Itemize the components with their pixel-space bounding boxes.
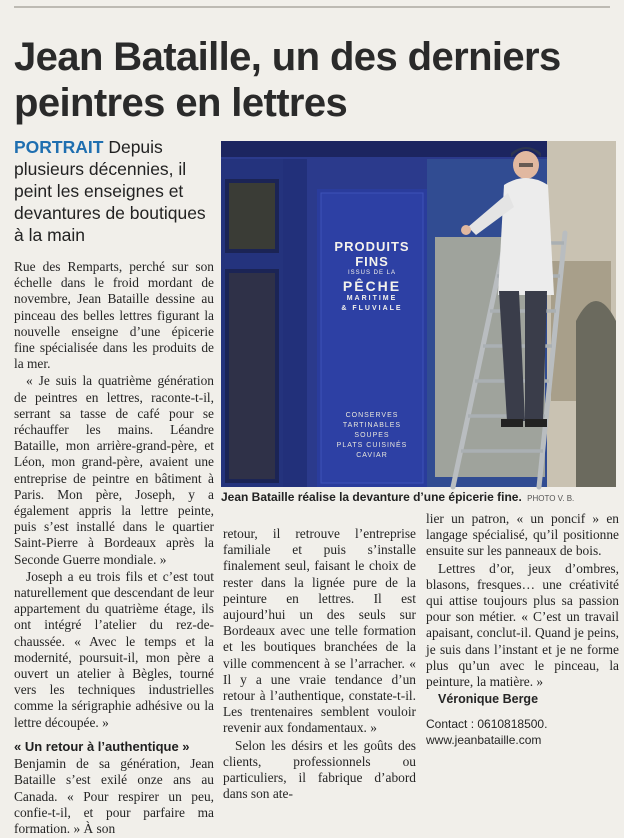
paragraph: retour, il retrouve l’entreprise familiale et puis s’installe finalement seul, faisant le choix de rester dans la lignée pure de la peinture en lettres. Il est aujourd’hui un des seuls sur Bordeaux avec une telle formation et les boutiques branchées de la ville commencent à se l’arracher. « Il y a une vraie tendance d’un retour à l’authentique, constate-t-il. Les trentenaires semblent vouloir revenir aux fondamentaux. » bbox=[223, 526, 416, 736]
article-photo bbox=[221, 141, 616, 487]
text-column-3 bbox=[426, 511, 619, 748]
headline: Jean Bataille, un des derniers peintres en lettres bbox=[14, 35, 561, 125]
sign-line: ISSUS DE LA bbox=[347, 270, 396, 276]
contact-website: www.jeanbataille.com bbox=[426, 733, 542, 748]
sign-product: PLATS CUISINÉS bbox=[336, 442, 408, 449]
subheading: « Un retour à l’authentique » bbox=[14, 738, 190, 754]
top-rule bbox=[14, 6, 610, 8]
paragraph: Joseph a eu trois fils et c’est tout naturellement que descendant de leur appartement du quatrième étage, ils ont intégré l’atelier du rez-de-chaussée. « Avec le temps et la modernité, poursuit-il, mon père a ouvert un atelier à Bègles, tourné vers les techniques industrielles comme la sérigraphie adhésive ou la lettre découpée. » bbox=[14, 568, 214, 730]
paragraph: Lettres d’or, jeux d’ombres, blasons, fresques… une créativité qui attise toujours plus sa passion pour son métier. « C’est un travail apaisant, conclut-il. Quand je peins, je suis dans l’instant et je ne forme plus qu’un avec le pinceau, la peinture, la matière. » bbox=[426, 560, 619, 690]
text-column-1 bbox=[14, 259, 214, 838]
sign-product: CONSERVES bbox=[345, 412, 399, 419]
caption-text: Jean Bataille réalise la devanture d’une épicerie fine. bbox=[221, 490, 522, 504]
sign-product: CAVIAR bbox=[356, 452, 388, 459]
sign-product: SOUPES bbox=[354, 432, 390, 439]
standfirst-text: Depuis plusieurs décennies, il peint les enseignes et devantures de boutiques à la main bbox=[14, 137, 206, 245]
sign-line: PÊCHE bbox=[342, 278, 402, 294]
sign-line: FINS bbox=[355, 254, 389, 269]
sign-product-list bbox=[321, 411, 423, 461]
paragraph: Selon les désirs et les goûts des clients, professionnels ou particuliers, il fabrique d’abord dans son ate- bbox=[223, 737, 416, 802]
contact-phone: Contact : 0610818500. bbox=[426, 717, 548, 732]
paragraph: Benjamin de sa génération, Jean Bataille s’est exilé onze ans au Canada. « Pour respirer un peu, confie-t-il, et pour parfaire ma formation. » À son bbox=[14, 756, 214, 836]
paragraph: « Je suis la quatrième génération de peintres en lettres, raconte-t-il, serrant sa tasse de café pour se réchauffer les mains. Léandre Bataille, mon arrière-grand-père, et Léon, mon grand-père, avaient une entreprise de peintre en bâtiment à Paris. Mon père, Joseph, y a également appris la lettre peinte, puis s’est installé dans le quartier Saint-Pierre à Bordeaux après la Seconde Guerre mondiale. » bbox=[14, 373, 214, 567]
photo-caption bbox=[221, 489, 616, 507]
kicker-label: PORTRAIT bbox=[14, 137, 104, 157]
sign-product: TARTINABLES bbox=[342, 422, 402, 429]
sign-line: PRODUITS bbox=[334, 239, 410, 254]
author-signature: Véronique Berge bbox=[438, 692, 539, 707]
paragraph: lier un patron, « un poncif » en langage spécialisé, qu’il positionne ensuite sur les panneaux de bois. bbox=[426, 511, 619, 559]
text-column-2 bbox=[223, 526, 416, 803]
shop-sign bbox=[321, 239, 423, 314]
photo-credit: PHOTO V. B. bbox=[527, 494, 575, 503]
contact-block bbox=[426, 716, 619, 748]
paragraph: Rue des Remparts, perché sur son échelle dans le froid mordant de novembre, Jean Bataille dessine au pinceau des belles lettres figurant la nouvelle enseigne d’une épicerie fine spécialisée dans les produits de la mer. bbox=[14, 259, 214, 372]
sign-line: & FLUVIALE bbox=[341, 305, 403, 312]
standfirst bbox=[14, 136, 214, 246]
sign-line: MARITIME bbox=[346, 295, 398, 302]
